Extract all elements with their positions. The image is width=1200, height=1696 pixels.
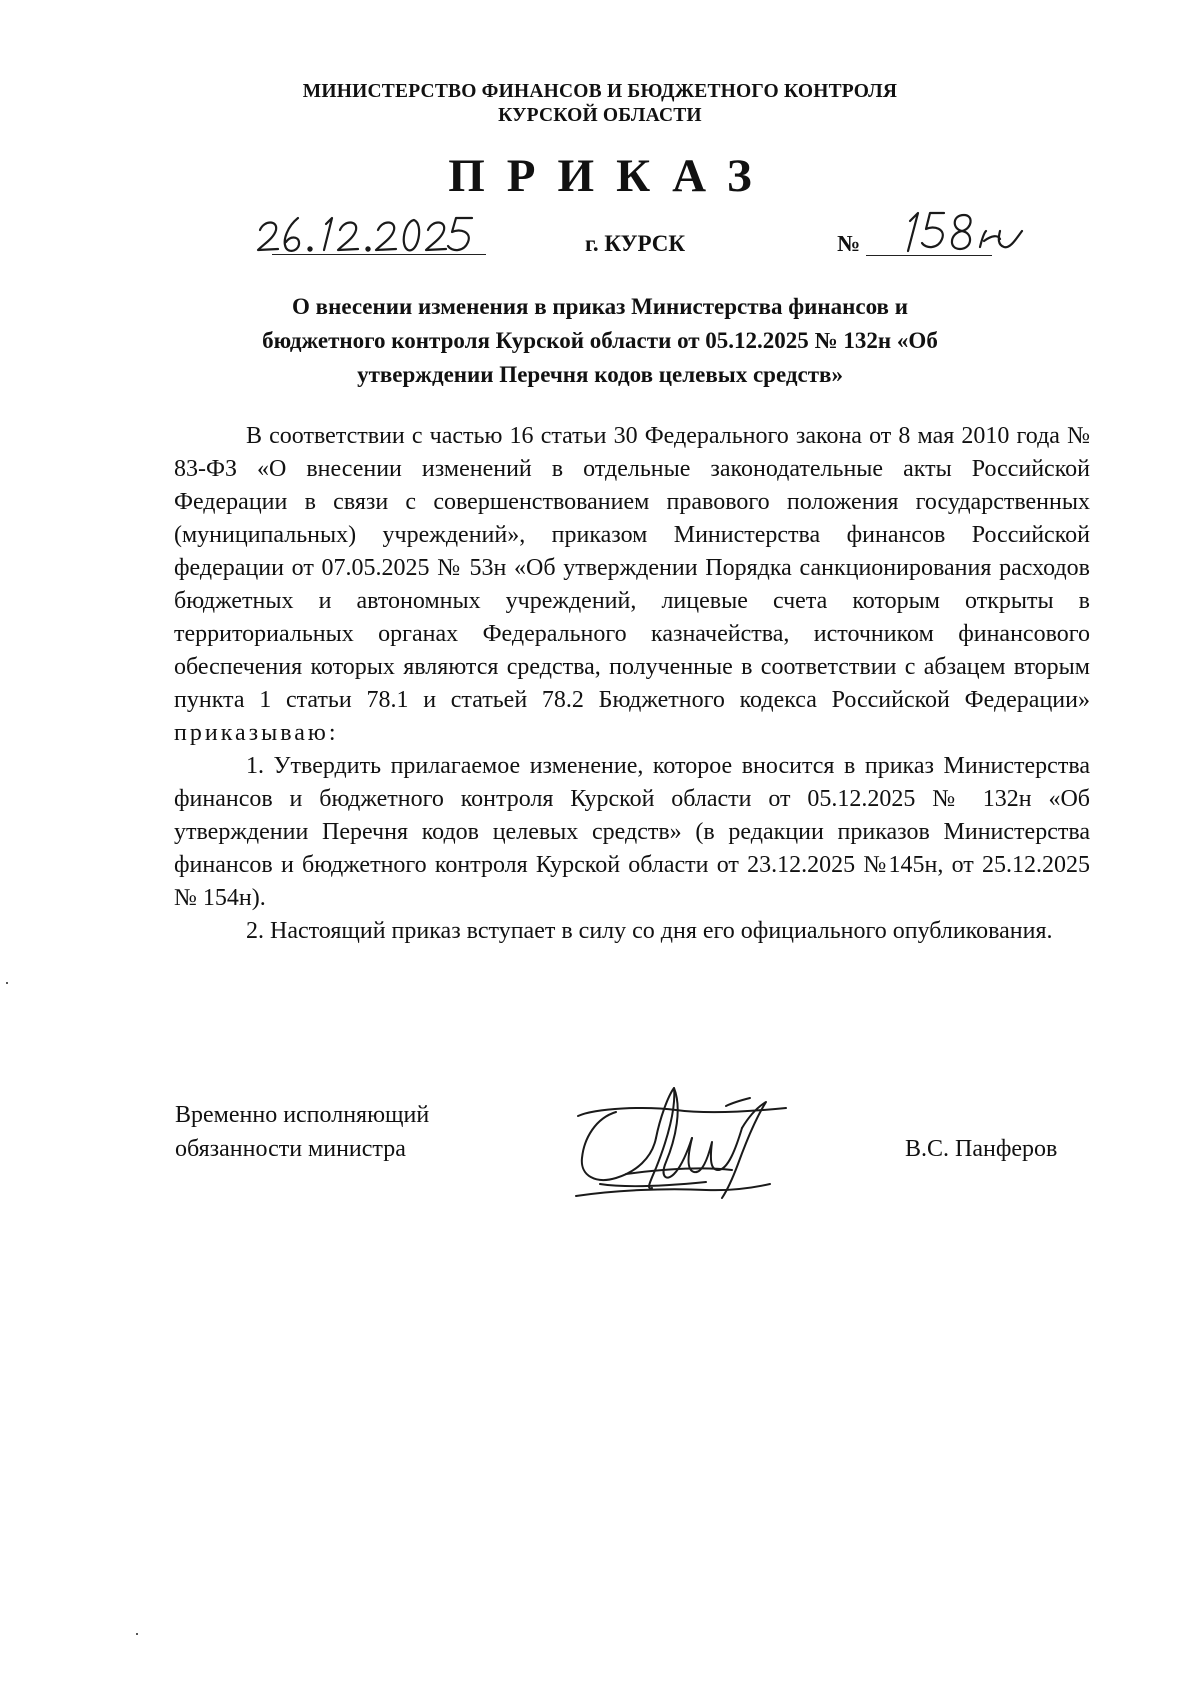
subject-line3: утверждении Перечня кодов целевых средств» bbox=[357, 362, 843, 387]
number-sign: № bbox=[837, 231, 861, 256]
signer-position-line2: обязанности министра bbox=[175, 1136, 406, 1162]
document-title: ПРИКАЗ bbox=[448, 150, 774, 202]
handwritten-date bbox=[254, 208, 484, 258]
ministry-name-line1: МИНИСТЕРСТВО ФИНАНСОВ И БЮДЖЕТНОГО КОНТРОЛЯ bbox=[302, 81, 898, 102]
order-subject bbox=[230, 290, 970, 392]
handwritten-signature bbox=[556, 1078, 796, 1218]
preamble-text: В соответствии с частью 16 статьи 30 Федерального закона от 8 мая 2010 года № 83-ФЗ «О внесении изменений в отдельные законодательные акты Российской Федерации в связи с совершенствованием правового положения государственных (муниципальных) учреждений», приказом Министерства финансов Российской федерации от 07.05.2025 № 53н «Об утверждении Порядка санкционирования расходов бюджетных и автономных учреждений, лицевые счета которым открыты в территориальных органах Федерального казначейства, источником финансового обеспечения которых являются средства, полученные в соответствии с абзацем вторым пункта 1 статьи 78.1 и статьей 78.2 Бюджетного кодекса Российской Федерации» bbox=[174, 423, 1090, 713]
ministry-header bbox=[0, 80, 1200, 128]
item-2-paragraph: 2. Настоящий приказ вступает в силу со дня его официального опубликования. bbox=[246, 918, 1053, 944]
date-underline bbox=[272, 254, 486, 255]
signer-name: В.С. Панферов bbox=[905, 1136, 1058, 1162]
signer-position-line1: Временно исполняющий bbox=[175, 1102, 430, 1128]
scan-artifact-dot bbox=[6, 982, 8, 984]
preamble-paragraph bbox=[174, 420, 1090, 750]
ministry-name-line2: КУРСКОЙ ОБЛАСТИ bbox=[498, 105, 702, 126]
city-label: г. КУРСК bbox=[585, 231, 686, 256]
item-1-paragraph: 1. Утвердить прилагаемое изменение, которое вносится в приказ Министерства финансов и бюджетного контроля Курской области от 05.12.2025 № 132н «Об утверждении Перечня кодов целевых средств» (в редакции приказов Министерства финансов и бюджетного контроля Курской области от 23.12.2025 №145н, от 25.12.2025 № 154н). bbox=[174, 753, 1090, 911]
subject-line2: бюджетного контроля Курской области от 05.12.2025 № 132н «Об bbox=[262, 328, 938, 353]
signer-position bbox=[175, 1098, 429, 1166]
order-word: приказываю: bbox=[174, 720, 339, 746]
scan-artifact-dot bbox=[136, 1633, 138, 1635]
order-body bbox=[174, 420, 1090, 948]
handwritten-number bbox=[900, 205, 1030, 260]
subject-line1: О внесении изменения в приказ Министерства финансов и bbox=[292, 294, 908, 319]
